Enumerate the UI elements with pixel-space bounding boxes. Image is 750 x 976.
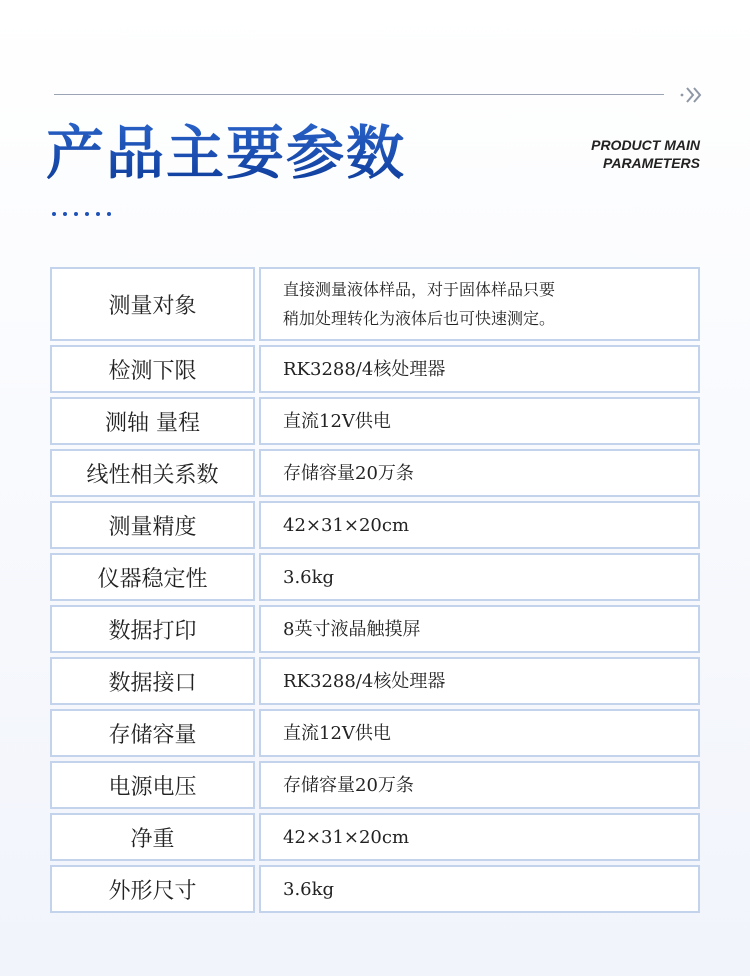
param-value: 8英寸液晶触摸屏 xyxy=(259,605,700,653)
subtitle-line-2: PARAMETERS xyxy=(603,155,700,171)
table-row xyxy=(50,761,700,809)
dot xyxy=(74,212,78,216)
title-dots-decoration xyxy=(52,212,111,216)
page-subtitle xyxy=(591,136,700,172)
param-label: 净重 xyxy=(50,813,255,861)
table-row xyxy=(50,267,700,341)
param-label: 数据接口 xyxy=(50,657,255,705)
param-label: 线性相关系数 xyxy=(50,449,255,497)
dot xyxy=(85,212,89,216)
table-row xyxy=(50,345,700,393)
param-value: 3.6kg xyxy=(259,553,700,601)
param-value: RK3288/4核处理器 xyxy=(259,657,700,705)
param-label: 测量对象 xyxy=(50,267,255,341)
header-divider-line xyxy=(54,94,664,95)
param-value: 存储容量20万条 xyxy=(259,761,700,809)
params-table xyxy=(50,267,700,917)
param-value: 42×31×20cm xyxy=(259,501,700,549)
param-label: 测轴 量程 xyxy=(50,397,255,445)
table-row xyxy=(50,605,700,653)
dot xyxy=(96,212,100,216)
table-row xyxy=(50,501,700,549)
dot xyxy=(107,212,111,216)
param-value: 直流12V供电 xyxy=(259,397,700,445)
param-value: 存储容量20万条 xyxy=(259,449,700,497)
table-row xyxy=(50,449,700,497)
dot xyxy=(63,212,67,216)
param-value: 42×31×20cm xyxy=(259,813,700,861)
param-value-line: 直接测量液体样品，对于固体样品只要 xyxy=(283,280,556,299)
param-value-line: 稍加处理转化为液体后也可快速测定。 xyxy=(283,309,556,328)
param-value: 直流12V供电 xyxy=(259,709,700,757)
table-row xyxy=(50,865,700,913)
page-title: 产品主要参数 xyxy=(46,119,407,187)
subtitle-line-1: PRODUCT MAIN xyxy=(591,137,700,153)
param-value xyxy=(259,267,700,341)
param-value: 3.6kg xyxy=(259,865,700,913)
table-row xyxy=(50,657,700,705)
table-row xyxy=(50,813,700,861)
param-label: 数据打印 xyxy=(50,605,255,653)
dot xyxy=(52,212,56,216)
param-label: 仪器稳定性 xyxy=(50,553,255,601)
param-label: 外形尺寸 xyxy=(50,865,255,913)
param-label: 存储容量 xyxy=(50,709,255,757)
double-chevron-right-icon xyxy=(679,84,705,106)
table-row xyxy=(50,397,700,445)
table-row xyxy=(50,553,700,601)
param-value: RK3288/4核处理器 xyxy=(259,345,700,393)
param-label: 检测下限 xyxy=(50,345,255,393)
table-row xyxy=(50,709,700,757)
param-label: 电源电压 xyxy=(50,761,255,809)
param-label: 测量精度 xyxy=(50,501,255,549)
